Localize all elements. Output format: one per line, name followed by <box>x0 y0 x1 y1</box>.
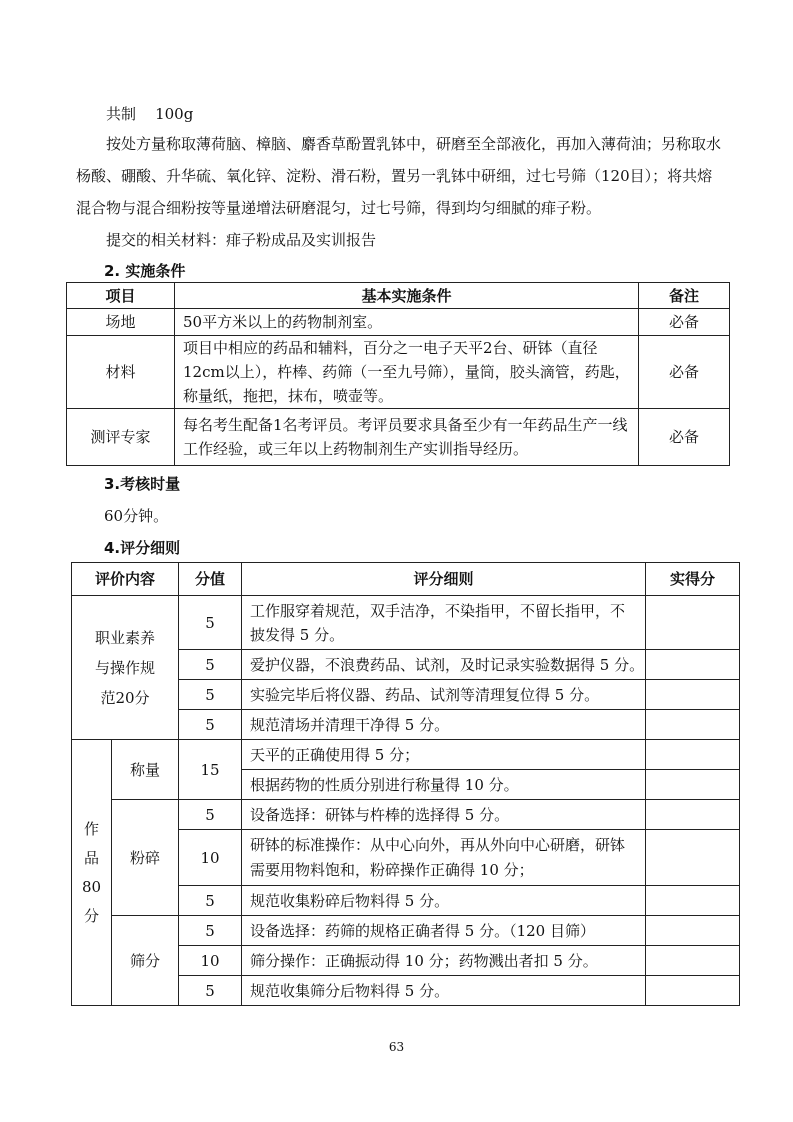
table-row <box>67 309 730 336</box>
header-item: 项目 <box>67 283 175 309</box>
score-cell: 5 <box>179 800 242 830</box>
header-score: 分值 <box>179 563 242 596</box>
table-row <box>72 596 740 650</box>
header-actual: 实得分 <box>646 563 740 596</box>
row-condition: 项目中相应的药品和辅料，百分之一电子天平2台、研钵（直径12cm以上），杵棒、药筛（一至九号筛），量筒，胶头滴管，药匙，称量纸，拖把，抹布，喷壶等。 <box>175 336 639 409</box>
score-cell: 5 <box>179 976 242 1006</box>
sieve-label: 筛分 <box>112 916 179 1006</box>
table-row <box>72 916 740 946</box>
header-content: 评价内容 <box>72 563 179 596</box>
actual-score-cell <box>646 770 740 800</box>
conditions-table <box>66 282 730 466</box>
score-cell: 5 <box>179 916 242 946</box>
header-condition: 基本实施条件 <box>175 283 639 309</box>
section4-title: 4.评分细则 <box>104 539 181 557</box>
score-cell: 5 <box>179 680 242 710</box>
row-note: 必备 <box>639 409 730 466</box>
detail-cell: 研钵的标准操作：从中心向外，再从外向中心研磨，研钵需要用物料饱和，粉碎操作正确得 10 分； <box>242 830 646 886</box>
row-condition: 50平方米以上的药物制剂室。 <box>175 309 639 336</box>
scoring-table <box>71 562 740 1006</box>
total-value: 100g <box>155 105 194 123</box>
score-cell: 5 <box>179 710 242 740</box>
detail-cell: 规范清场并清理干净得 5 分。 <box>242 710 646 740</box>
table-row <box>72 800 740 830</box>
table-row <box>72 740 740 770</box>
actual-score-cell <box>646 886 740 916</box>
total-label: 共制 <box>106 105 137 123</box>
actual-score-cell <box>646 830 740 886</box>
table-row <box>67 409 730 466</box>
detail-cell: 实验完毕后将仪器、药品、试剂等清理复位得 5 分。 <box>242 680 646 710</box>
detail-cell: 天平的正确使用得 5 分； <box>242 740 646 770</box>
prof-category: 职业素养与操作规范20分 <box>72 596 179 740</box>
product-category: 作 品 80 分 <box>72 740 112 1006</box>
score-cell: 10 <box>179 946 242 976</box>
section3-title: 3.考核时量 <box>104 475 181 493</box>
procedure-paragraph: 按处方量称取薄荷脑、樟脑、麝香草酚置乳钵中，研磨至全部液化，再加入薄荷油；另称取水杨酸、硼酸、升华硫、氧化锌、淀粉、滑石粉，置另一乳钵中研细，过七号筛（120目）；将共熔混合物与混合细粉按等量递增法研磨混匀，过七号筛，得到均匀细腻的痱子粉。 <box>76 135 722 217</box>
materials-paragraph: 提交的相关材料：痱子粉成品及实训报告 <box>106 231 377 249</box>
header-detail: 评分细则 <box>242 563 646 596</box>
detail-cell: 设备选择：研钵与杵棒的选择得 5 分。 <box>242 800 646 830</box>
actual-score-cell <box>646 650 740 680</box>
row-note: 必备 <box>639 309 730 336</box>
page-number: 63 <box>388 1040 405 1054</box>
score-cell: 5 <box>179 596 242 650</box>
grind-label: 粉碎 <box>112 800 179 916</box>
row-item: 测评专家 <box>67 409 175 466</box>
section2-title: 2. 实施条件 <box>104 262 186 280</box>
table-row <box>67 336 730 409</box>
detail-cell: 爱护仪器，不浪费药品、试剂，及时记录实验数据得 5 分。 <box>242 650 646 680</box>
score-cell: 5 <box>179 886 242 916</box>
row-item: 场地 <box>67 309 175 336</box>
score-cell: 15 <box>179 740 242 800</box>
detail-cell: 规范收集筛分后物料得 5 分。 <box>242 976 646 1006</box>
detail-cell: 工作服穿着规范，双手洁净，不染指甲，不留长指甲，不披发得 5 分。 <box>242 596 646 650</box>
total-line <box>106 98 756 130</box>
actual-score-cell <box>646 916 740 946</box>
detail-cell: 设备选择：药筛的规格正确者得 5 分。（120 目筛） <box>242 916 646 946</box>
actual-score-cell <box>646 740 740 770</box>
score-cell: 10 <box>179 830 242 886</box>
detail-cell: 根据药物的性质分别进行称量得 10 分。 <box>242 770 646 800</box>
actual-score-cell <box>646 946 740 976</box>
detail-cell: 筛分操作：正确振动得 10 分；药物溅出者扣 5 分。 <box>242 946 646 976</box>
detail-cell: 规范收集粉碎后物料得 5 分。 <box>242 886 646 916</box>
header-note: 备注 <box>639 283 730 309</box>
section3-value: 60分钟。 <box>104 507 169 525</box>
actual-score-cell <box>646 976 740 1006</box>
row-condition: 每名考生配备1名考评员。考评员要求具备至少有一年药品生产一线工作经验，或三年以上药物制剂生产实训指导经历。 <box>175 409 639 466</box>
actual-score-cell <box>646 680 740 710</box>
actual-score-cell <box>646 800 740 830</box>
actual-score-cell <box>646 596 740 650</box>
row-note: 必备 <box>639 336 730 409</box>
weigh-label: 称量 <box>112 740 179 800</box>
score-cell: 5 <box>179 650 242 680</box>
actual-score-cell <box>646 710 740 740</box>
row-item: 材料 <box>67 336 175 409</box>
